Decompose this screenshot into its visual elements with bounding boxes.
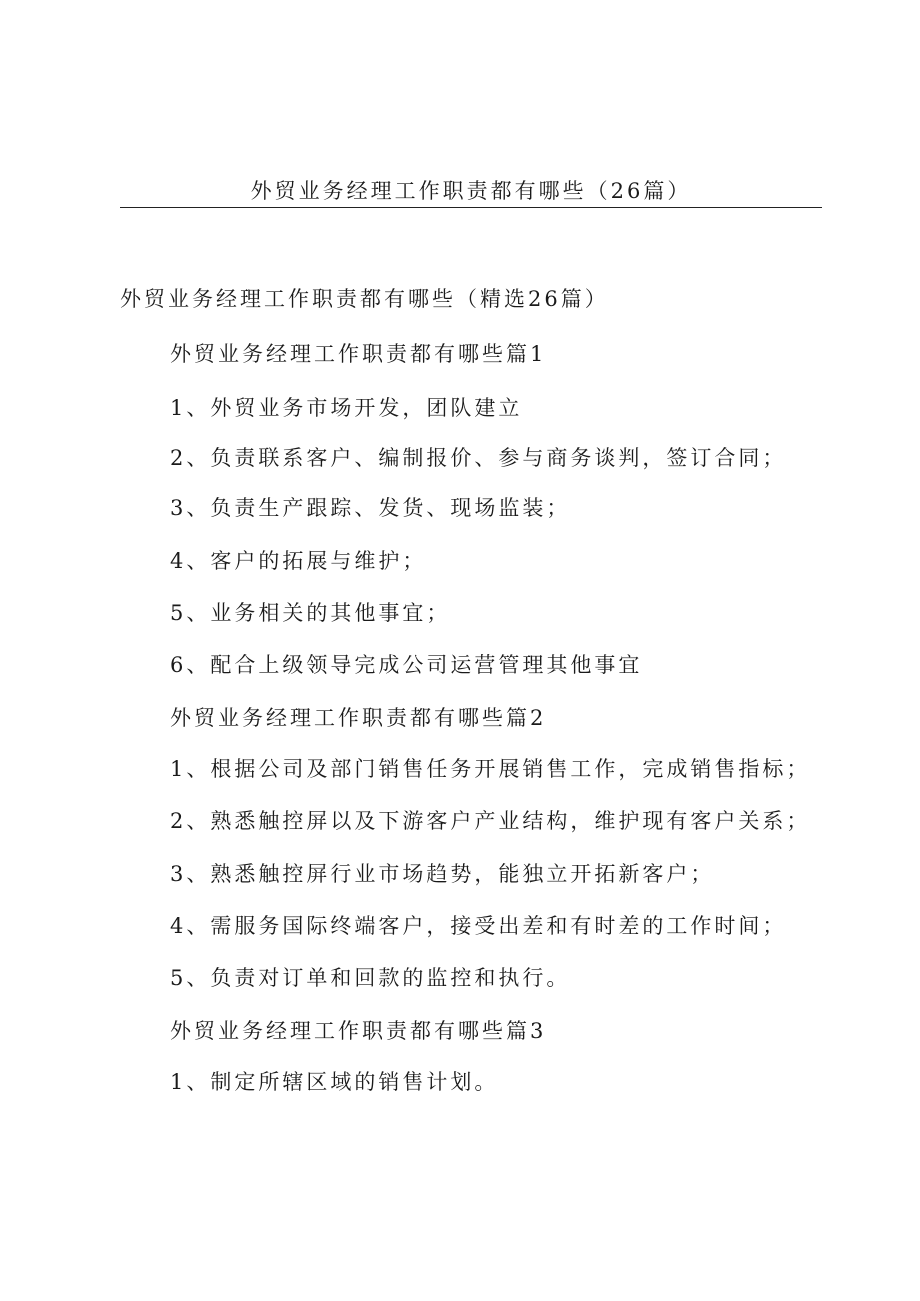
list-item: 3、负责生产跟踪、发货、现场监装； [170,496,571,520]
list-item: 5、业务相关的其他事宜； [170,601,451,625]
document-title: 外贸业务经理工作职责都有哪些（精选26篇） [120,287,609,311]
header-divider [120,207,822,208]
list-item: 1、外贸业务市场开发，团队建立 [170,396,523,420]
list-item: 1、根据公司及部门销售任务开展销售工作，完成销售指标； [170,757,811,781]
list-item: 6、配合上级领导完成公司运营管理其他事宜 [170,653,643,677]
section-heading-3: 外贸业务经理工作职责都有哪些篇3 [170,1019,547,1043]
list-item: 4、客户的拓展与维护； [170,549,427,573]
list-item: 4、需服务国际终端客户，接受出差和有时差的工作时间； [170,914,787,938]
list-item: 2、熟悉触控屏以及下游客户产业结构，维护现有客户关系； [170,809,811,833]
section-heading-1: 外贸业务经理工作职责都有哪些篇1 [170,342,547,366]
section-heading-2: 外贸业务经理工作职责都有哪些篇2 [170,706,547,730]
list-item: 2、负责联系客户、编制报价、参与商务谈判，签订合同； [170,446,787,470]
list-item: 5、负责对订单和回款的监控和执行。 [170,966,571,990]
header-title: 外贸业务经理工作职责都有哪些（26篇） [250,179,692,203]
list-item: 3、熟悉触控屏行业市场趋势，能独立开拓新客户； [170,862,715,886]
list-item: 1、制定所辖区域的销售计划。 [170,1070,499,1094]
